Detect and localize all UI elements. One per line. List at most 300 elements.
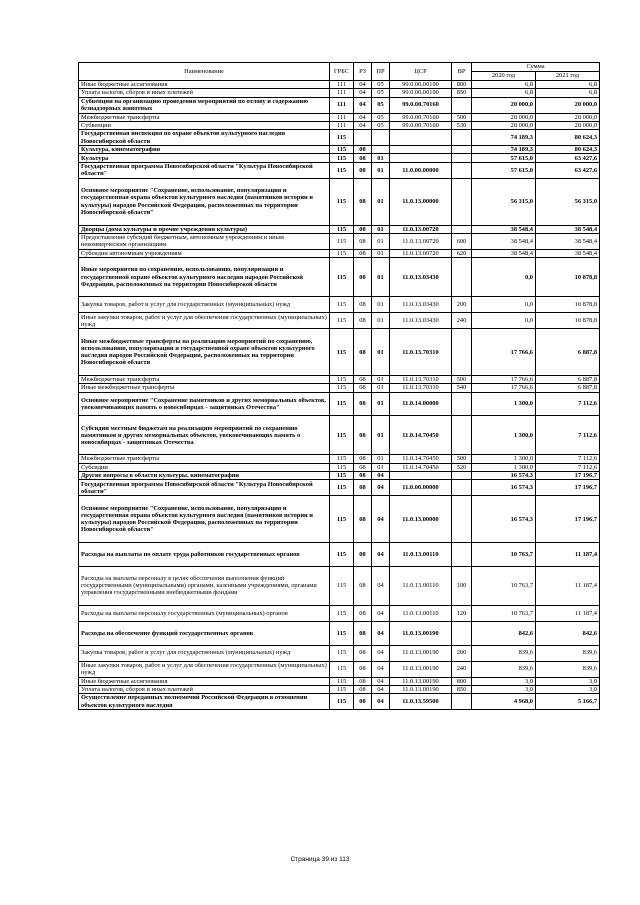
row-pr: 05	[372, 113, 390, 121]
row-csr: 99.0.00.00190	[390, 81, 452, 89]
budget-table	[78, 62, 600, 710]
row-csr: 11.0.13.70310	[390, 376, 452, 384]
row-vr: 530	[452, 121, 472, 129]
row-csr: 11.0.13.59500	[390, 694, 452, 710]
row-name: Предоставление субсидий бюджетным, автономным учреждениям и иным некоммерческим организациям	[79, 233, 330, 249]
row-sum-2021: 10 878,8	[536, 297, 600, 313]
row-csr	[390, 472, 452, 480]
row-grbs: 115	[330, 455, 354, 463]
table-row	[79, 376, 600, 384]
row-name: Субсидии автономным учреждениям	[79, 249, 330, 257]
row-vr	[452, 392, 472, 416]
row-vr: 240	[452, 313, 472, 329]
table-row	[79, 249, 600, 257]
row-vr: 500	[452, 376, 472, 384]
table-row	[79, 154, 600, 162]
row-grbs: 115	[330, 258, 354, 297]
row-vr: 500	[452, 113, 472, 121]
row-vr: 850	[452, 685, 472, 693]
header-2021: 2021 год	[536, 72, 600, 81]
row-sum-2020: 10 763,7	[472, 543, 536, 567]
row-vr	[452, 543, 472, 567]
row-grbs: 115	[330, 376, 354, 384]
row-sum-2021: 38 548,4	[536, 233, 600, 249]
header-pr: ПР	[372, 63, 390, 81]
row-sum-2020: 842,6	[472, 621, 536, 645]
row-grbs: 115	[330, 416, 354, 455]
row-vr	[452, 329, 472, 376]
row-rz: 08	[354, 313, 372, 329]
row-rz: 08	[354, 154, 372, 162]
row-pr: 04	[372, 543, 390, 567]
table-row	[79, 178, 600, 225]
table-row	[79, 89, 600, 97]
row-pr: 01	[372, 258, 390, 297]
row-rz: 04	[354, 89, 372, 97]
row-sum-2020: 38 548,4	[472, 225, 536, 233]
row-sum-2020: 3,0	[472, 677, 536, 685]
row-sum-2021: 63 427,6	[536, 162, 600, 178]
row-grbs: 115	[330, 146, 354, 154]
row-csr: 11.0.00.00000	[390, 162, 452, 178]
table-row	[79, 543, 600, 567]
row-csr: 99.0.00.00190	[390, 89, 452, 97]
row-sum-2020: 16 574,3	[472, 472, 536, 480]
row-sum-2021: 11 187,4	[536, 566, 600, 605]
row-sum-2020: 20 000,0	[472, 113, 536, 121]
row-grbs: 115	[330, 694, 354, 710]
row-grbs: 115	[330, 685, 354, 693]
table-row	[79, 392, 600, 416]
row-sum-2020: 16 574,3	[472, 480, 536, 496]
row-pr: 05	[372, 89, 390, 97]
row-sum-2021: 3,0	[536, 677, 600, 685]
row-pr	[372, 146, 390, 154]
row-sum-2020: 10 763,7	[472, 605, 536, 621]
row-rz: 08	[354, 376, 372, 384]
row-sum-2021: 6 887,8	[536, 329, 600, 376]
row-pr: 04	[372, 645, 390, 661]
row-sum-2021: 7 112,6	[536, 416, 600, 455]
table-row	[79, 566, 600, 605]
row-grbs: 115	[330, 162, 354, 178]
table-row	[79, 621, 600, 645]
row-sum-2021: 3,0	[536, 685, 600, 693]
row-rz: 08	[354, 645, 372, 661]
table-row	[79, 661, 600, 677]
row-sum-2020: 16 574,3	[472, 496, 536, 543]
row-sum-2021: 5 166,7	[536, 694, 600, 710]
row-pr: 05	[372, 81, 390, 89]
row-sum-2021: 20 000,0	[536, 97, 600, 113]
row-grbs: 115	[330, 677, 354, 685]
row-rz: 08	[354, 297, 372, 313]
row-sum-2020: 0,0	[472, 313, 536, 329]
row-sum-2020: 4 968,0	[472, 694, 536, 710]
row-csr: 11.0.13.00720	[390, 249, 452, 257]
row-pr: 04	[372, 566, 390, 605]
row-sum-2020: 38 548,4	[472, 233, 536, 249]
table-row	[79, 130, 600, 146]
row-name: Расходы на выплаты персоналу в целях обеспечения выполнения функций государственными (муниципальными) органами, казенными учреждениями, органами управления государственными внебюджетными фондами	[79, 566, 330, 605]
table-row	[79, 146, 600, 154]
row-pr: 05	[372, 97, 390, 113]
row-vr	[452, 496, 472, 543]
row-csr: 11.0.14.70450	[390, 416, 452, 455]
row-vr: 850	[452, 89, 472, 97]
header-vr: ВР	[452, 63, 472, 81]
row-csr: 11.0.13.00190	[390, 661, 452, 677]
row-pr: 04	[372, 661, 390, 677]
row-rz: 08	[354, 496, 372, 543]
table-row	[79, 685, 600, 693]
header-2020: 2020 год	[472, 72, 536, 81]
table-row	[79, 121, 600, 129]
row-sum-2021: 10 878,8	[536, 258, 600, 297]
table-row	[79, 677, 600, 685]
row-pr: 01	[372, 249, 390, 257]
row-grbs: 115	[330, 661, 354, 677]
row-name: Субвенции	[79, 121, 330, 129]
row-sum-2021: 80 624,3	[536, 130, 600, 146]
table-row	[79, 472, 600, 480]
row-csr	[390, 154, 452, 162]
row-sum-2020: 20 000,0	[472, 121, 536, 129]
row-sum-2021: 7 112,6	[536, 455, 600, 463]
row-name: Государственная программа Новосибирской области "Культура Новосибирской области"	[79, 480, 330, 496]
row-vr	[452, 178, 472, 225]
row-sum-2020: 10 763,7	[472, 566, 536, 605]
row-rz: 08	[354, 472, 372, 480]
header-sum: Сумма	[472, 63, 600, 72]
row-pr: 01	[372, 233, 390, 249]
row-pr: 01	[372, 392, 390, 416]
row-name: Иные бюджетные ассигнования	[79, 677, 330, 685]
row-rz: 04	[354, 97, 372, 113]
row-name: Осуществление переданных полномочий Российской Федерации в отношении объектов культурного наследия	[79, 694, 330, 710]
row-sum-2021: 11 187,4	[536, 605, 600, 621]
row-name: Другие вопросы в области культуры, кинематографии	[79, 472, 330, 480]
row-vr: 200	[452, 297, 472, 313]
row-name: Государственная программа Новосибирской области "Культура Новосибирской области"	[79, 162, 330, 178]
row-grbs: 111	[330, 121, 354, 129]
row-name: Расходы на выплаты персоналу государственных (муниципальных) органов	[79, 605, 330, 621]
row-vr	[452, 97, 472, 113]
row-sum-2020: 38 548,4	[472, 249, 536, 257]
row-sum-2021: 80 624,3	[536, 146, 600, 154]
row-pr: 01	[372, 154, 390, 162]
row-pr: 01	[372, 297, 390, 313]
row-csr: 11.0.13.00000	[390, 496, 452, 543]
table-row	[79, 313, 600, 329]
row-sum-2020: 17 766,6	[472, 376, 536, 384]
row-csr: 11.0.13.03430	[390, 258, 452, 297]
row-rz: 04	[354, 113, 372, 121]
row-vr	[452, 146, 472, 154]
row-pr: 01	[372, 313, 390, 329]
row-name: Субвенции на организацию проведения мероприятий по отлову и содержанию безнадзорных животных	[79, 97, 330, 113]
header-grbs: ГРБС	[330, 63, 354, 81]
row-rz: 08	[354, 178, 372, 225]
row-name: Иные мероприятия по сохранению, использованию, популяризации и государственной охране объектов культурного наследия народов Российской Федерации, расположенных на территории Новосибирской области	[79, 258, 330, 297]
row-sum-2021: 38 548,4	[536, 225, 600, 233]
table-header	[79, 63, 600, 81]
row-vr: 800	[452, 81, 472, 89]
row-rz: 08	[354, 566, 372, 605]
row-sum-2021: 63 427,6	[536, 154, 600, 162]
row-sum-2021: 842,6	[536, 621, 600, 645]
row-sum-2021: 839,6	[536, 661, 600, 677]
row-sum-2020: 6,8	[472, 81, 536, 89]
table-body	[79, 81, 600, 710]
header-csr: ЦСР	[390, 63, 452, 81]
row-vr: 800	[452, 677, 472, 685]
row-grbs: 115	[330, 313, 354, 329]
row-pr: 05	[372, 121, 390, 129]
row-csr: 11.0.13.00110	[390, 543, 452, 567]
row-csr: 11.0.13.00190	[390, 621, 452, 645]
row-csr: 11.0.13.03430	[390, 313, 452, 329]
row-sum-2021: 10 878,8	[536, 313, 600, 329]
row-pr: 01	[372, 376, 390, 384]
row-vr: 500	[452, 455, 472, 463]
table-row	[79, 225, 600, 233]
row-grbs: 115	[330, 225, 354, 233]
row-grbs: 115	[330, 496, 354, 543]
row-name: Расходы на обеспечение функций государственных органов	[79, 621, 330, 645]
row-vr	[452, 621, 472, 645]
row-rz: 08	[354, 463, 372, 471]
row-name: Закупка товаров, работ и услуг для государственных (муниципальных) нужд	[79, 297, 330, 313]
row-csr: 11.0.00.00000	[390, 480, 452, 496]
row-rz: 08	[354, 543, 372, 567]
row-rz: 08	[354, 384, 372, 392]
table-row	[79, 97, 600, 113]
row-rz: 08	[354, 480, 372, 496]
row-sum-2020: 17 766,6	[472, 384, 536, 392]
row-grbs: 115	[330, 543, 354, 567]
table-row	[79, 233, 600, 249]
row-grbs: 115	[330, 154, 354, 162]
row-rz: 08	[354, 258, 372, 297]
row-vr: 600	[452, 233, 472, 249]
row-csr	[390, 146, 452, 154]
row-rz: 08	[354, 416, 372, 455]
header-rz: РЗ	[354, 63, 372, 81]
row-csr: 11.0.14.70450	[390, 463, 452, 471]
row-pr: 01	[372, 463, 390, 471]
table-row	[79, 480, 600, 496]
row-rz	[354, 130, 372, 146]
header-name: Наименование	[79, 63, 330, 81]
row-sum-2021: 6 887,8	[536, 376, 600, 384]
row-csr: 99.0.00.70160	[390, 113, 452, 121]
row-rz: 08	[354, 661, 372, 677]
row-csr	[390, 130, 452, 146]
row-sum-2021: 17 196,7	[536, 496, 600, 543]
row-pr: 01	[372, 178, 390, 225]
row-name: Уплата налогов, сборов и иных платежей	[79, 685, 330, 693]
row-vr	[452, 694, 472, 710]
row-pr: 01	[372, 455, 390, 463]
row-rz: 08	[354, 685, 372, 693]
row-rz: 08	[354, 694, 372, 710]
row-sum-2020: 17 766,6	[472, 329, 536, 376]
row-vr: 120	[452, 605, 472, 621]
row-pr: 01	[372, 329, 390, 376]
row-grbs: 115	[330, 645, 354, 661]
row-name: Расходы на выплаты по оплате труда работников государственных органов	[79, 543, 330, 567]
row-name: Межбюджетные трансферты	[79, 455, 330, 463]
row-vr	[452, 258, 472, 297]
row-name: Основное мероприятие "Сохранение, использование, популяризация и государственная охрана объектов культурного наследия (памятников истории и культуры) народов Российской Федерации, расположенных на территории Новосибирской области"	[79, 496, 330, 543]
row-vr	[452, 162, 472, 178]
row-name: Межбюджетные трансферты	[79, 376, 330, 384]
row-name: Иные закупки товаров, работ и услуг для обеспечения государственных (муниципальных) нужд	[79, 313, 330, 329]
row-pr: 04	[372, 677, 390, 685]
row-rz: 08	[354, 392, 372, 416]
row-vr	[452, 225, 472, 233]
row-name: Субсидии	[79, 463, 330, 471]
row-csr: 11.0.14.70450	[390, 455, 452, 463]
table-row	[79, 416, 600, 455]
row-pr: 04	[372, 621, 390, 645]
row-pr: 01	[372, 225, 390, 233]
row-name: Иные бюджетные ассигнования	[79, 81, 330, 89]
row-sum-2021: 6,8	[536, 81, 600, 89]
row-name: Культура	[79, 154, 330, 162]
table-row	[79, 496, 600, 543]
row-sum-2020: 57 615,0	[472, 154, 536, 162]
row-sum-2021: 38 548,4	[536, 249, 600, 257]
row-pr: 04	[372, 480, 390, 496]
row-sum-2020: 1 300,0	[472, 463, 536, 471]
table-row	[79, 455, 600, 463]
row-sum-2020: 6,8	[472, 89, 536, 97]
row-rz: 08	[354, 162, 372, 178]
row-name: Иные закупки товаров, работ и услуг для обеспечения государственных (муниципальных) нужд	[79, 661, 330, 677]
row-grbs: 115	[330, 233, 354, 249]
row-rz: 08	[354, 329, 372, 376]
row-sum-2020: 3,0	[472, 685, 536, 693]
row-grbs: 115	[330, 566, 354, 605]
row-grbs: 115	[330, 297, 354, 313]
row-sum-2020: 1 300,0	[472, 392, 536, 416]
row-pr: 01	[372, 416, 390, 455]
table-row	[79, 605, 600, 621]
row-pr: 04	[372, 496, 390, 543]
row-rz: 08	[354, 249, 372, 257]
row-vr: 520	[452, 463, 472, 471]
table-row	[79, 162, 600, 178]
row-vr: 200	[452, 645, 472, 661]
row-sum-2020: 0,0	[472, 258, 536, 297]
row-name: Межбюджетные трансферты	[79, 113, 330, 121]
table-row	[79, 694, 600, 710]
row-grbs: 115	[330, 329, 354, 376]
table-row	[79, 81, 600, 89]
row-pr: 01	[372, 162, 390, 178]
row-pr: 04	[372, 472, 390, 480]
row-sum-2021: 20 000,0	[536, 121, 600, 129]
row-vr	[452, 416, 472, 455]
table-row	[79, 258, 600, 297]
row-grbs: 111	[330, 113, 354, 121]
row-grbs: 115	[330, 178, 354, 225]
row-sum-2021: 6 887,8	[536, 384, 600, 392]
row-grbs: 111	[330, 89, 354, 97]
table-row	[79, 384, 600, 392]
row-csr: 11.0.13.00110	[390, 605, 452, 621]
row-name: Иные межбюджетные трансферты	[79, 384, 330, 392]
row-pr: 01	[372, 384, 390, 392]
row-csr: 11.0.13.00190	[390, 685, 452, 693]
row-name: Уплата налогов, сборов и иных платежей	[79, 89, 330, 97]
row-vr	[452, 472, 472, 480]
row-sum-2020: 0,0	[472, 297, 536, 313]
row-vr: 620	[452, 249, 472, 257]
row-grbs: 115	[330, 463, 354, 471]
row-grbs: 115	[330, 472, 354, 480]
row-csr: 11.0.13.00190	[390, 645, 452, 661]
row-pr: 04	[372, 694, 390, 710]
row-rz: 04	[354, 121, 372, 129]
row-pr: 04	[372, 685, 390, 693]
row-rz: 08	[354, 146, 372, 154]
row-sum-2020: 1 300,0	[472, 416, 536, 455]
row-grbs: 115	[330, 480, 354, 496]
row-sum-2021: 17 196,7	[536, 472, 600, 480]
row-name: Государственная инспекция по охране объектов культурного наследия Новосибирской области	[79, 130, 330, 146]
row-csr: 11.0.13.00000	[390, 178, 452, 225]
table-row	[79, 113, 600, 121]
row-rz: 08	[354, 225, 372, 233]
row-grbs: 115	[330, 384, 354, 392]
row-vr: 240	[452, 661, 472, 677]
row-sum-2020: 1 300,0	[472, 455, 536, 463]
row-rz: 04	[354, 81, 372, 89]
row-sum-2021: 7 112,6	[536, 463, 600, 471]
row-sum-2020: 57 615,0	[472, 162, 536, 178]
row-sum-2020: 839,6	[472, 661, 536, 677]
row-sum-2021: 839,6	[536, 645, 600, 661]
row-vr	[452, 480, 472, 496]
row-name: Культура, кинематография	[79, 146, 330, 154]
row-name: Закупка товаров, работ и услуг для государственных (муниципальных) нужд	[79, 645, 330, 661]
row-vr: 540	[452, 384, 472, 392]
table-row	[79, 297, 600, 313]
row-grbs: 115	[330, 621, 354, 645]
row-sum-2020: 839,6	[472, 645, 536, 661]
row-name: Субсидии местным бюджетам на реализацию мероприятий по сохранению памятников и других мемориальных объектов, увековечивающих память о новосибирцах - защитниках Отечества	[79, 416, 330, 455]
row-grbs: 115	[330, 130, 354, 146]
row-sum-2021: 11 187,4	[536, 543, 600, 567]
row-grbs: 111	[330, 81, 354, 89]
row-name: Основное мероприятие "Сохранение памятников и других мемориальных объектов, увековечивающих память о новосибирцах - защитниках Отечества"	[79, 392, 330, 416]
row-pr: 04	[372, 605, 390, 621]
page-number: Страница 39 из 113	[290, 856, 350, 863]
row-csr: 11.0.13.00720	[390, 233, 452, 249]
row-grbs: 115	[330, 249, 354, 257]
row-name: Иные межбюджетные трансферты на реализацию мероприятий по сохранению, использованию, популяризации и государственной охране объектов культурного наследия народов Российской Федерации, расположенных на территории Новосибирской области	[79, 329, 330, 376]
row-sum-2020: 74 189,3	[472, 146, 536, 154]
row-rz: 08	[354, 621, 372, 645]
row-grbs: 115	[330, 392, 354, 416]
row-csr: 11.0.13.70310	[390, 384, 452, 392]
table-row	[79, 329, 600, 376]
row-csr: 11.0.13.00720	[390, 225, 452, 233]
row-sum-2020: 56 315,0	[472, 178, 536, 225]
